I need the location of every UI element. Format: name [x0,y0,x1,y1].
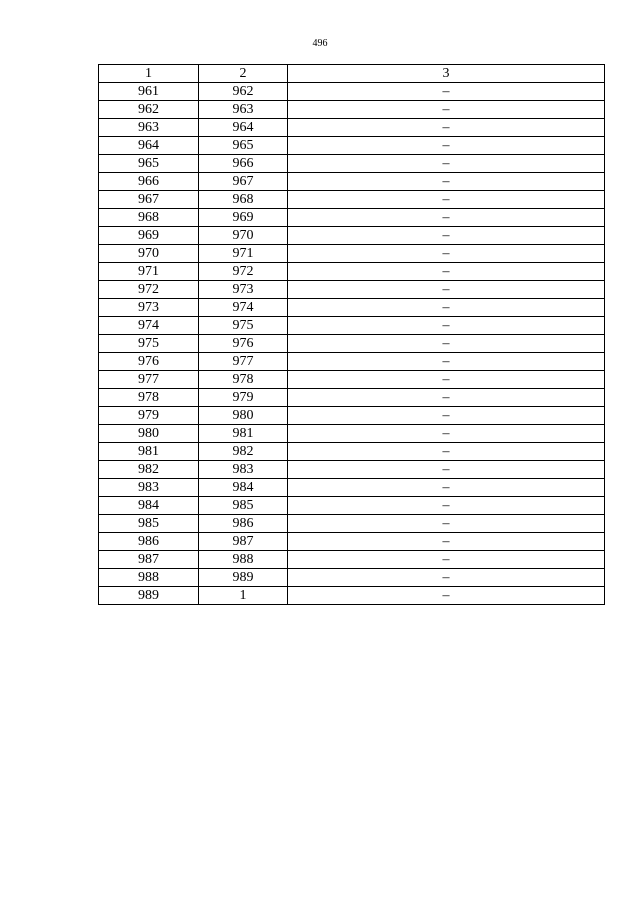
table-row [99,83,605,101]
table-row [99,407,605,425]
cell-col-1: 980 [99,425,199,443]
cell-col-2: 981 [199,425,288,443]
cell-col-2: 975 [199,317,288,335]
cell-col-3: – [288,317,605,335]
table-row [99,281,605,299]
table-row [99,119,605,137]
table-row [99,101,605,119]
table-row [99,299,605,317]
cell-col-1: 962 [99,101,199,119]
cell-col-3: – [288,389,605,407]
cell-col-3: – [288,461,605,479]
cell-col-2: 974 [199,299,288,317]
cell-col-1: 968 [99,209,199,227]
cell-col-3: – [288,353,605,371]
table-body [99,83,605,605]
cell-col-3: – [288,569,605,587]
cell-col-1: 981 [99,443,199,461]
cell-col-3: – [288,407,605,425]
table-row [99,317,605,335]
cell-col-1: 979 [99,407,199,425]
cell-col-2: 982 [199,443,288,461]
cell-col-1: 989 [99,587,199,605]
cell-col-1: 986 [99,533,199,551]
column-header-3: 3 [288,65,605,83]
cell-col-2: 970 [199,227,288,245]
cell-col-3: – [288,245,605,263]
cell-col-1: 961 [99,83,199,101]
table-row [99,155,605,173]
table-row [99,173,605,191]
cell-col-3: – [288,497,605,515]
cell-col-1: 965 [99,155,199,173]
cell-col-3: – [288,227,605,245]
table-row [99,497,605,515]
table-row [99,479,605,497]
cell-col-3: – [288,281,605,299]
table-row [99,389,605,407]
table-row [99,209,605,227]
cell-col-3: – [288,551,605,569]
cell-col-3: – [288,443,605,461]
cell-col-2: 984 [199,479,288,497]
cell-col-1: 964 [99,137,199,155]
cell-col-1: 985 [99,515,199,533]
cell-col-1: 971 [99,263,199,281]
table-row [99,137,605,155]
cell-col-3: – [288,209,605,227]
cell-col-3: – [288,515,605,533]
cell-col-1: 967 [99,191,199,209]
column-header-2: 2 [199,65,288,83]
cell-col-3: – [288,479,605,497]
cell-col-1: 983 [99,479,199,497]
cell-col-2: 977 [199,353,288,371]
cell-col-1: 984 [99,497,199,515]
cell-col-2: 980 [199,407,288,425]
cell-col-2: 985 [199,497,288,515]
cell-col-1: 966 [99,173,199,191]
table-row [99,533,605,551]
cell-col-1: 987 [99,551,199,569]
cell-col-2: 986 [199,515,288,533]
cell-col-1: 976 [99,353,199,371]
cell-col-2: 964 [199,119,288,137]
table-row [99,263,605,281]
cell-col-2: 962 [199,83,288,101]
table-row [99,515,605,533]
cell-col-1: 970 [99,245,199,263]
cell-col-2: 963 [199,101,288,119]
cell-col-1: 972 [99,281,199,299]
header-row [99,65,605,83]
table-row [99,551,605,569]
cell-col-1: 978 [99,389,199,407]
table-row [99,569,605,587]
cell-col-3: – [288,263,605,281]
cell-col-2: 972 [199,263,288,281]
cell-col-2: 967 [199,173,288,191]
cell-col-2: 978 [199,371,288,389]
cell-col-1: 975 [99,335,199,353]
cell-col-3: – [288,83,605,101]
cell-col-1: 977 [99,371,199,389]
column-header-1: 1 [99,65,199,83]
page-number: 496 [312,38,328,49]
cell-col-3: – [288,587,605,605]
table-row [99,335,605,353]
table-row [99,227,605,245]
cell-col-3: – [288,191,605,209]
cell-col-2: 989 [199,569,288,587]
table-row [99,425,605,443]
data-table [98,64,605,605]
cell-col-2: 969 [199,209,288,227]
table-row [99,587,605,605]
cell-col-3: – [288,155,605,173]
table-row [99,245,605,263]
cell-col-3: – [288,371,605,389]
table-row [99,191,605,209]
cell-col-2: 987 [199,533,288,551]
cell-col-3: – [288,533,605,551]
cell-col-2: 976 [199,335,288,353]
table-row [99,461,605,479]
cell-col-3: – [288,335,605,353]
cell-col-3: – [288,119,605,137]
cell-col-3: – [288,425,605,443]
cell-col-3: – [288,137,605,155]
table-row [99,371,605,389]
cell-col-2: 988 [199,551,288,569]
cell-col-2: 966 [199,155,288,173]
cell-col-1: 982 [99,461,199,479]
cell-col-2: 968 [199,191,288,209]
cell-col-2: 971 [199,245,288,263]
cell-col-3: – [288,299,605,317]
cell-col-2: 973 [199,281,288,299]
cell-col-3: – [288,101,605,119]
cell-col-1: 973 [99,299,199,317]
cell-col-1: 963 [99,119,199,137]
cell-col-2: 965 [199,137,288,155]
table-header [99,65,605,83]
cell-col-1: 969 [99,227,199,245]
cell-col-1: 988 [99,569,199,587]
table-row [99,353,605,371]
cell-col-2: 1 [199,587,288,605]
cell-col-2: 979 [199,389,288,407]
cell-col-1: 974 [99,317,199,335]
cell-col-3: – [288,173,605,191]
table-row [99,443,605,461]
cell-col-2: 983 [199,461,288,479]
